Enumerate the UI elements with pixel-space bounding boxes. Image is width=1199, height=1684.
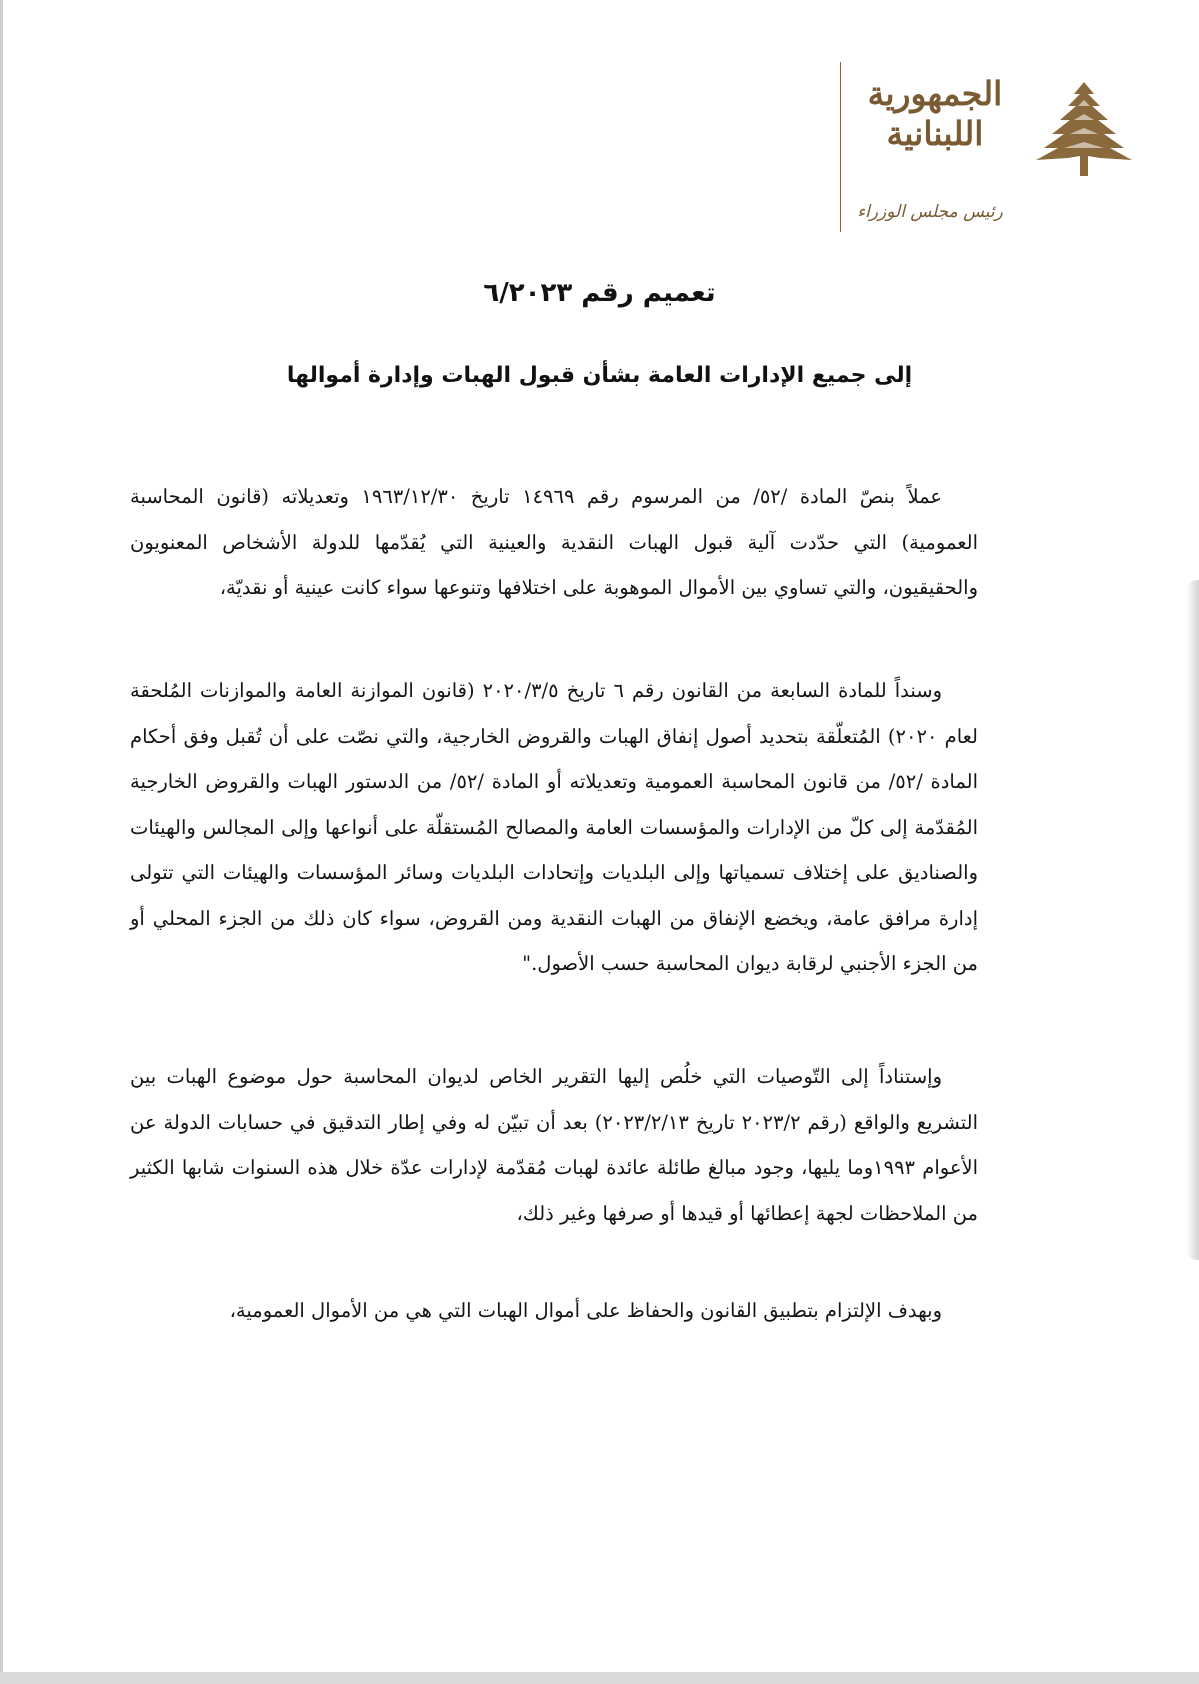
- office-name: رئيس مجلس الوزراء: [857, 202, 1003, 222]
- paragraph-2: وسنداً للمادة السابعة من القانون رقم ٦ تاريخ ٢٠٢٠/٣/٥ (قانون الموازنة العامة والموازنات المُلحقة لعام ٢٠٢٠) المُتعلّقة بتحديد أصول إنفاق الهبات والقروض الخارجية، والتي نصّت على أن تُقبل وفق أحكام المادة /٥٢/ من قانون المحاسبة العمومية وتعديلاته أو المادة /٥٢/ من الدستور الهبات والقروض الخارجية المُقدّمة إلى كلّ من الإدارات والمؤسسات العامة والمصالح المُستقلّة على أنواعها وإلى المجالس والهيئات والصناديق على إختلاف تسمياتها وإلى البلديات وإتحادات البلديات وسائر المؤسسات والهيئات التي تتولى إدارة مرافق عامة، ويخضع الإنفاق من الهبات النقدية ومن القروض، سواء كان ذلك من الجزء المحلي أو من الجزء الأجنبي لرقابة ديوان المحاسبة حسب الأصول.": [130, 679, 979, 975]
- paragraph-1: عملاً بنصّ المادة /٥٢/ من المرسوم رقم ١٤٩٦٩ تاريخ ١٩٦٣/١٢/٣٠ وتعديلاته (قانون المحاسبة العمومية) التي حدّدت آلية قبول الهبات النقدية والعينية التي يُقدّمها للدولة الأشخاص المعنويون والحقيقيون، والتي تساوي بين الأموال الموهوبة على اختلافها وتنوعها سواء كانت عينية أو نقديّة،: [130, 485, 978, 599]
- paragraph-3: وإستناداً إلى التّوصيات التي خلُص إليها التقرير الخاص لديوان المحاسبة حول موضوع الهبات بين التشريع والواقع (رقم ٢٠٢٣/٢ تاريخ ٢٠٢٣/٢/١٣) بعد أن تبيّن له وفي إطار التدقيق في حسابات الدولة عن الأعوام ١٩٩٣وما يليها، وجود مبالغ طائلة عائدة لهبات مُقدّمة لإدارات عدّة خلال هذه السنوات شابها الكثير من الملاحظات لجهة إعطائها أو قيدها أو صرفها وغير ذلك،: [130, 1065, 978, 1225]
- cedar-tree-emblem-icon: [1028, 80, 1140, 180]
- scan-edge-left: [0, 0, 3, 1684]
- scan-page-curl: [1185, 580, 1199, 1260]
- scan-edge-bottom: [0, 1672, 1199, 1684]
- letterhead: [840, 60, 1140, 240]
- paragraph-4: وبهدف الإلتزام بتطبيق القانون والحفاظ على أموال الهبات التي هي من الأموال العمومية،: [229, 1299, 942, 1322]
- letterhead-divider: [840, 62, 841, 232]
- republic-name: الجمهورية اللبنانية: [867, 74, 1003, 153]
- circular-title: تعميم رقم ٦/٢٠٢٣: [483, 278, 716, 308]
- circular-subtitle: إلى جميع الإدارات العامة بشأن قبول الهبات وإدارة أموالها: [286, 363, 913, 388]
